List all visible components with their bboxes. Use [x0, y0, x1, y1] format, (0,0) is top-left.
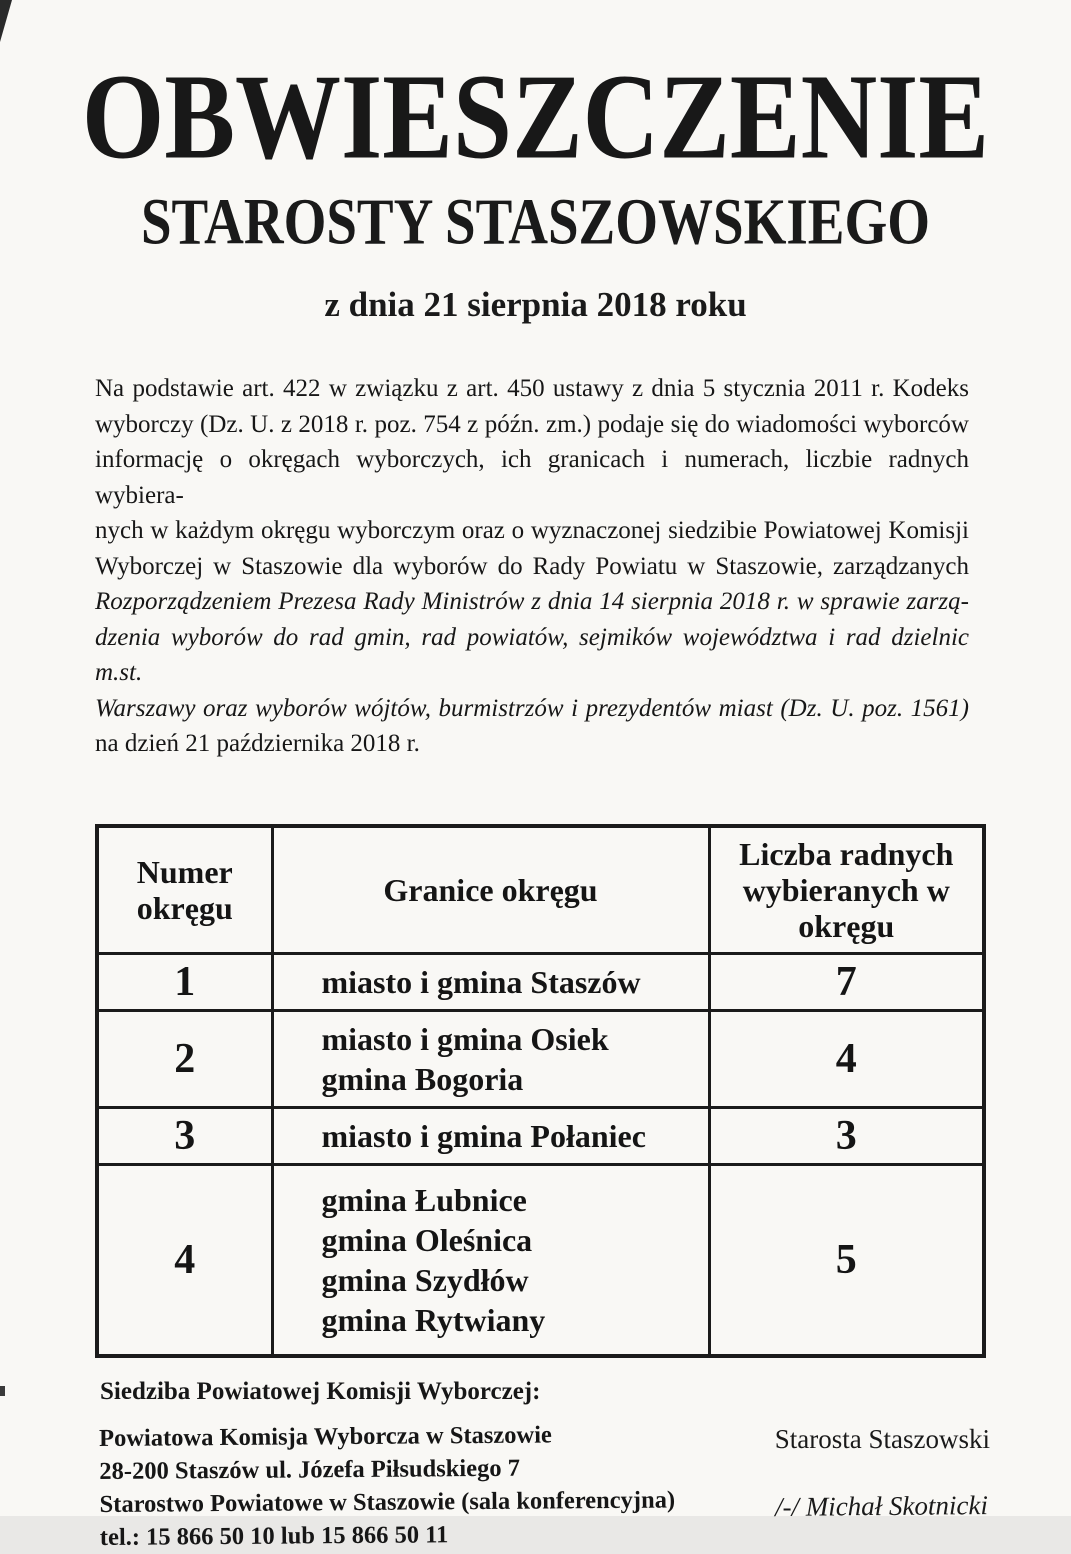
paragraph-line: informację o okręgach wyborczych, ich granicach i numerach, liczbie radnych wybiera- [95, 446, 969, 509]
district-seats-cell: 7 [709, 953, 984, 1010]
boundary-line: miasto i gmina Staszów [321, 963, 641, 1000]
paragraph-line: wyborczy (Dz. U. z 2018 r. poz. 754 z późn. zm.) podaje się do wiadomości wyborców [95, 410, 969, 438]
address-line: 28-200 Staszów ul. Józefa Piłsudskiego 7 [99, 1454, 521, 1485]
document-subtitle: STAROSTY STASZOWSKIEGO [140, 184, 931, 259]
address-line: Starostwo Powiatowe w Staszowie (sala konferencyjna) [99, 1485, 676, 1518]
district-seats-cell: 3 [709, 1107, 984, 1164]
boundary-line: gmina Łubnice [321, 1181, 527, 1218]
boundary-line: miasto i gmina Połaniec [321, 1117, 646, 1154]
table-row [97, 1107, 984, 1164]
district-seats-cell: 5 [709, 1164, 984, 1356]
district-boundaries-cell [272, 953, 709, 1010]
paragraph-line-italic: dzenia wyborów do rad gmin, rad powiatów, sejmików województwa i rad dzielnic m.st. [95, 623, 969, 686]
signatory-name: /-/ Michał Skotnicki [774, 1489, 988, 1522]
legal-basis-paragraph [95, 371, 969, 762]
commission-address-block [99, 1417, 675, 1554]
commission-seat-heading: Siedziba Powiatowej Komisji Wyborczej: [100, 1377, 541, 1405]
district-seats-cell: 4 [709, 1010, 984, 1107]
electoral-districts-table [95, 824, 986, 1358]
paragraph-line-italic: Warszawy oraz wyborów wójtów, burmistrzów i prezydentów miast (Dz. U. poz. 1561) [95, 694, 969, 722]
district-number-cell: 1 [97, 953, 272, 1010]
paragraph-line: nych w każdym okręgu wyborczym oraz o wyznaczonej siedzibie Powiatowej Komisji [95, 517, 969, 544]
boundary-line: miasto i gmina Osiek [321, 1020, 609, 1057]
table-header-row [97, 826, 984, 954]
document-date-line: z dnia 21 sierpnia 2018 roku [324, 285, 747, 324]
district-boundaries-cell [272, 1107, 709, 1164]
district-number-cell: 2 [97, 1010, 272, 1107]
signatory-title: Starosta Staszowski [774, 1423, 990, 1454]
footer-row [100, 1422, 990, 1554]
boundary-line: gmina Bogoria [321, 1060, 524, 1097]
address-line: tel.: 15 866 50 10 lub 15 866 50 11 [99, 1520, 449, 1551]
table-row [97, 1010, 984, 1107]
document-title: OBWIESZCZENIE [81, 49, 990, 184]
column-header-district-boundaries: Granice okręgu [272, 826, 709, 954]
boundary-line: gmina Szydłów [321, 1261, 529, 1298]
table-row [97, 1164, 984, 1356]
district-boundaries-cell [272, 1164, 709, 1356]
paragraph-line-italic: Rozporządzeniem Prezesa Rady Ministrów z dnia 14 sierpnia 2018 r. w sprawie zarzą- [95, 588, 969, 615]
paragraph-line: Wyborczej w Staszowie dla wyborów do Rady Powiatu w Staszowie, zarządzanych [95, 552, 969, 580]
column-header-councillors-elected: Liczba radnych wybieranych w okręgu [709, 826, 984, 954]
district-number-cell: 4 [97, 1164, 272, 1356]
paragraph-line: na dzień 21 października 2018 r. [95, 730, 420, 757]
boundary-line: gmina Oleśnica [321, 1221, 533, 1258]
signature-block [775, 1422, 990, 1522]
boundary-line: gmina Rytwiany [321, 1301, 546, 1338]
district-boundaries-cell [272, 1010, 709, 1107]
column-header-district-number: Numer okręgu [97, 826, 272, 954]
district-number-cell: 3 [97, 1107, 272, 1164]
table-row [97, 953, 984, 1010]
paragraph-line: Na podstawie art. 422 w związku z art. 450 ustawy z dnia 5 stycznia 2011 r. Kodeks [95, 375, 969, 402]
address-line: Powiatowa Komisja Wyborcza w Staszowie [98, 1420, 552, 1452]
